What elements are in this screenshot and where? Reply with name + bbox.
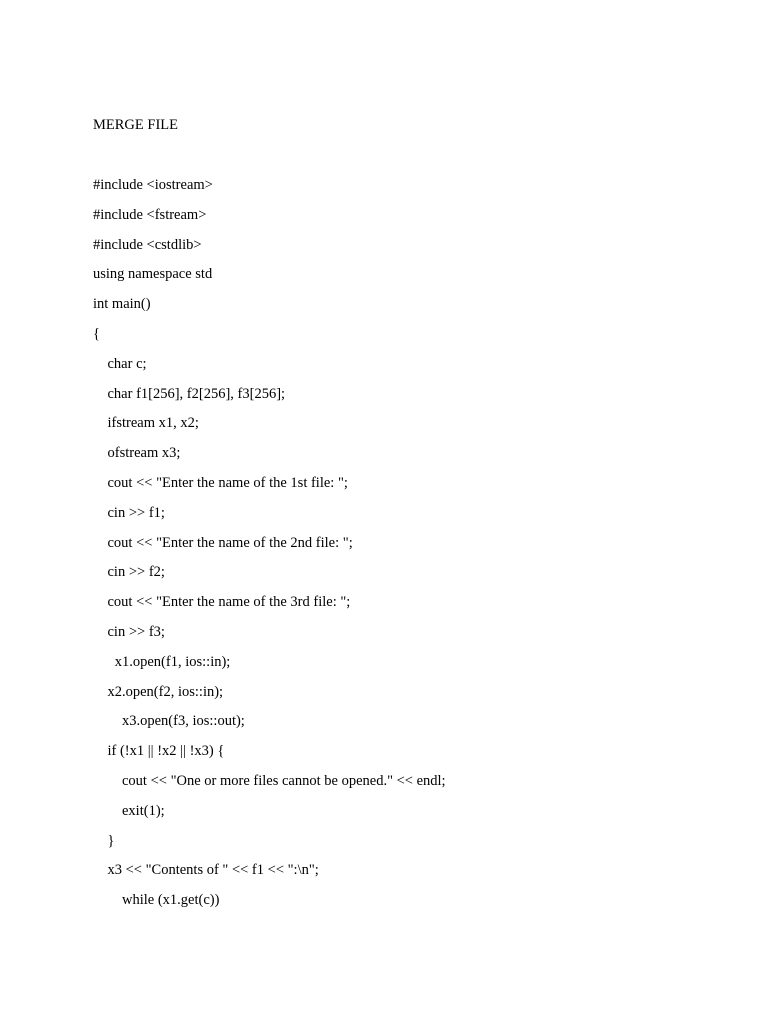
code-line: int main() [93, 296, 151, 313]
document-title: MERGE FILE [93, 117, 178, 133]
code-line: { [93, 325, 100, 342]
code-listing [93, 176, 446, 921]
code-line: x3 << "Contents of " << f1 << ":\n"; [93, 862, 319, 879]
code-line: cout << "Enter the name of the 2nd file: "; [93, 534, 353, 551]
code-line: if (!x1 || !x2 || !x3) { [93, 743, 225, 760]
code-line: exit(1); [93, 802, 165, 819]
code-line: char f1[256], f2[256], f3[256]; [93, 385, 286, 402]
code-line: x3.open(f3, ios::out); [93, 713, 245, 730]
code-line: cout << "Enter the name of the 3rd file: "; [93, 594, 351, 611]
code-line: using namespace std [93, 266, 213, 283]
code-line: x1.open(f1, ios::in); [93, 653, 231, 670]
code-line: cin >> f1; [93, 504, 165, 521]
code-line: while (x1.get(c)) [93, 892, 220, 909]
code-line: char c; [93, 355, 147, 372]
code-line: ofstream x3; [93, 445, 181, 462]
code-line: } [93, 832, 115, 849]
code-line: #include <cstdlib> [93, 236, 202, 253]
code-line: ifstream x1, x2; [93, 415, 199, 432]
code-line: cout << "Enter the name of the 1st file: "; [93, 474, 348, 491]
code-line: cin >> f2; [93, 564, 165, 581]
code-line: #include <fstream> [93, 206, 207, 223]
code-line: #include <iostream> [93, 177, 213, 193]
code-line: cin >> f3; [93, 623, 165, 640]
code-line: cout << "One or more files cannot be opened." << endl; [93, 772, 446, 789]
code-line: x2.open(f2, ios::in); [93, 683, 224, 700]
